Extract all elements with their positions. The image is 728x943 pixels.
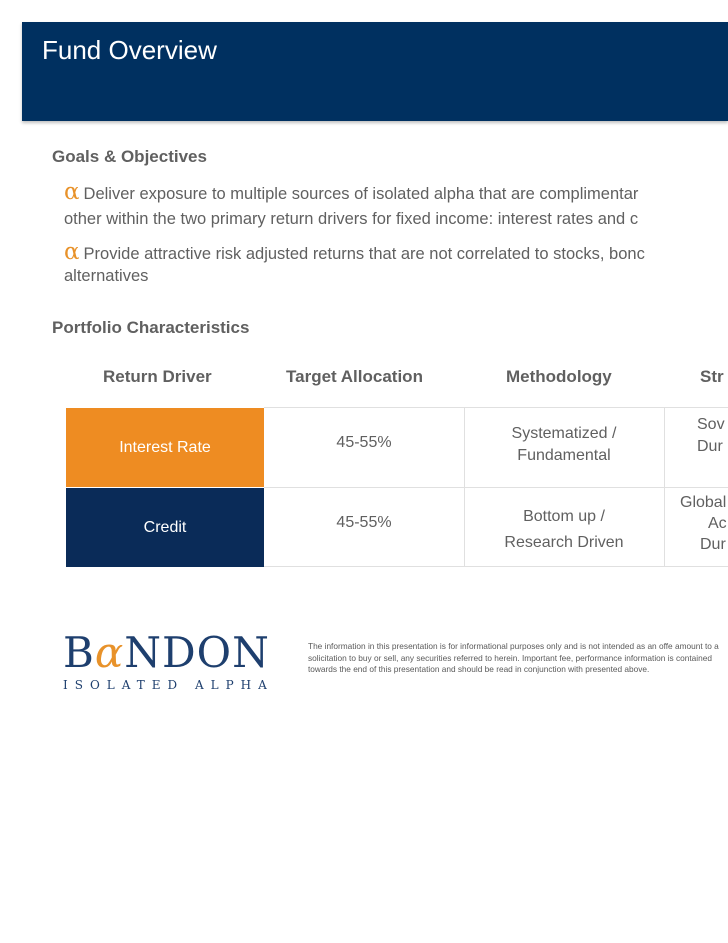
strategy-line: Sov <box>697 416 725 433</box>
table-divider <box>264 407 728 408</box>
driver-cell-credit <box>66 488 264 567</box>
driver-label: Credit <box>143 518 187 536</box>
strategy-line: Dur <box>697 438 723 455</box>
col-header-methodology: Methodology <box>506 367 612 386</box>
allocation-cell: 45-55% <box>336 434 392 451</box>
alpha-bullet-icon: α <box>64 179 80 205</box>
strategy-cell <box>680 492 727 555</box>
table-divider <box>264 566 728 567</box>
logo-alpha-icon: α <box>94 628 125 677</box>
driver-cell-interest-rate <box>66 408 264 487</box>
allocation-cell: 45-55% <box>336 514 392 531</box>
methodology-line: Systematized / <box>511 425 617 442</box>
logo-wordmark: BαNDON <box>63 628 270 677</box>
col-header-target-allocation: Target Allocation <box>286 367 423 386</box>
methodology-line: Fundamental <box>517 447 611 464</box>
methodology-cell <box>464 504 664 556</box>
bandon-logo <box>63 630 274 692</box>
alpha-bullet-icon: α <box>64 239 80 265</box>
goal-1-line-1: Deliver exposure to multiple sources of isolated alpha that are complimentar <box>83 185 639 203</box>
goals-heading: Goals & Objectives <box>52 147 207 166</box>
strategy-line: Global <box>680 494 727 511</box>
logo-tagline: ISOLATED ALPHA <box>63 678 274 692</box>
goal-bullet-1 <box>64 181 638 206</box>
table-column-divider <box>664 407 665 566</box>
disclaimer-text: The information in this presentation is for informational purposes only and is not intended as an offe amount to a solicitation to buy or sell, any securities referred to herein. Important fee, performance information is contained towards the end of this presentation and should be read in conjunction with presented above. <box>308 641 719 674</box>
goal-2-line-2: alternatives <box>64 267 149 285</box>
portfolio-heading: Portfolio Characteristics <box>52 318 250 337</box>
strategy-line: Ac <box>708 515 727 532</box>
goal-bullet-2 <box>64 241 645 266</box>
col-header-strategy: Str <box>700 367 724 386</box>
strategy-cell <box>697 414 725 458</box>
table-divider <box>264 487 728 488</box>
goal-2-line-1: Provide attractive risk adjusted returns that are not correlated to stocks, bonc <box>83 245 645 263</box>
col-header-return-driver: Return Driver <box>103 367 212 386</box>
strategy-line: Dur <box>700 536 726 553</box>
methodology-line: Bottom up / <box>523 508 605 525</box>
driver-label: Interest Rate <box>119 438 211 456</box>
page-title: Fund Overview <box>42 35 217 65</box>
methodology-line: Research Driven <box>504 534 624 551</box>
goal-1-line-2: other within the two primary return drivers for fixed income: interest rates and c <box>64 210 639 228</box>
methodology-cell <box>464 423 664 467</box>
